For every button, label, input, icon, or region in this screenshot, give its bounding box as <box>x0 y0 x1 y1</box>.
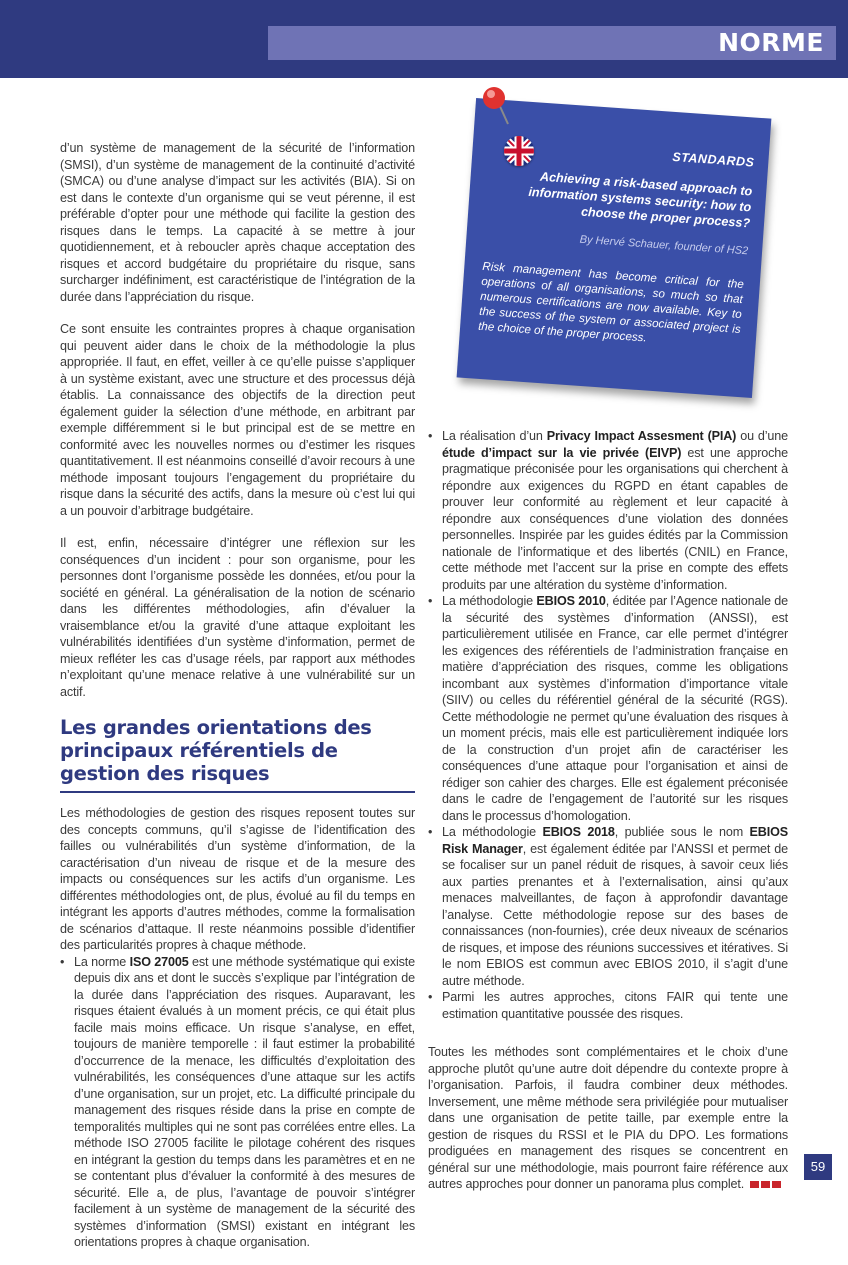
term-iso-27005: ISO 27005 <box>129 954 189 969</box>
bullet-icon: • <box>428 429 433 443</box>
right-column <box>428 428 788 1209</box>
section-strip <box>268 26 836 60</box>
heading-divider <box>60 791 415 793</box>
uk-flag-icon <box>504 136 534 166</box>
list-item: • La norme ISO 27005 est une méthode systématique qui existe depuis dix ans et dont le succès s’explique par l’intégration de la durée dans l’appréciation des risques. Auparavant, les risques étaient évalués à un moment précis, ce qui était plus facile mais moins efficace. Un risque s’analyse, en effet, toujours de manière temporelle : il faut estimer la probabilité d’occurrence de la menace, les difficultés d’exploitation des vulnérabilités, les conséquences d’une attaque sur les actifs d’une organisation, sur un projet, etc. La difficulté principale du management des risques réside dans la prise en compte de temporalités multiples qui ne sont pas corrélées entre elles. La méthode ISO 27005 facilite le pilotage cohérent des risques en intégrant la gestion du temps dans les paramètres et en ne se contentant plus d’évaluer la conformité à des mesures de sécurité. Elle a, de plus, l’avantage de pouvoir s’intégrer facilement à un système de management de la sécurité des systèmes d’information (SMSI) existant en intégrant les orientations propres à chaque organisation. <box>60 954 415 1249</box>
section-heading: Les grandes orientations des principaux référentiels de gestion des risques <box>60 716 372 785</box>
section-label: NORME <box>718 28 824 57</box>
list-item: • Parmi les autres approches, citons FAIR qui tente une estimation quantitative poussée des risques. <box>428 990 788 1021</box>
paragraph: d’un système de management de la sécurité de l’information (SMSI), d’un système de management de la continuité d’activité (SMCA) ou d’une analyse d’impact sur les activités (BIA). Si on est dans le contexte d’un organisme qui se veut pérenne, il est préférable d’opter pour une méthode qui facilite la gestion des risques dans le temps. La capacité à se mettre à jour quotidiennement, et à reboucler après chaque acceptation des risques et accord budgétaire du propriétaire du risque, sans surcharger indéfiniment, est caractéristique de l’intégration de la durée dans l’appréciation du risque. <box>60 141 415 304</box>
callout-tag: STANDARDS <box>671 149 755 170</box>
callout-title: Achieving a risk-based approach to information systems security: how to choose the proper process? <box>527 169 753 231</box>
list-item: • La réalisation d’un Privacy Impact Assesment (PIA) ou d’une étude d’impact sur la vie privée (EIVP) est une approche pragmatique préconisée pour les organisations qui cherchent à répondre aux exigences du RGPD en étant capables de prouver leur conformité au règlement et leur capacité à répondre aux conséquences d’une violation des données personnelles. Inspirée par les guides édités par la Commission nationale de l’informatique et des libertés (CNIL) en France, cette méthode met l’accent sur la prise en compte des effets produits par une altération du système d’information. <box>428 429 788 592</box>
paragraph: Ce sont ensuite les contraintes propres à chaque organisation qui peuvent aider dans le choix de la méthodologie la plus appropriée. Il faut, en effet, veiller à ce qu’elle puisse s’appliquer à un système existant, avec une structure et des processus déjà établis. La connaissance des objectifs de la direction peut également guider la sélection d’une méthode, en arbitrant par exemple différemment si le but principal est de se mettre en conformité avec les nouvelles normes ou d’estimer les risques quantitativement. Il est néanmoins conseillé d’avoir recours à une méthode imposant toujours l’engagement du propriétaire du risque dans la sécurité des actifs, dans la mesure où c’est lui qui a un pouvoir d’arbitrage budgétaire. <box>60 322 415 518</box>
paragraph: Il est, enfin, nécessaire d’intégrer une réflexion sur les conséquences d’un incident : pour son organisme, pour les personnes dont l’organisme possède les données, et/ou pour la société en général. La généralisation de la notion de scénario dans les différentes méthodologies, afin d’évaluer la vraisemblance et/ou la gravité d’une attaque exploitant les vulnérabilités identifiées d’un système d’information, permet de mieux refléter les cas d’usage réels, par rapport aux méthodes n’exploitant qu’une menace relative à une vulnérabilité sur un actif. <box>60 536 415 699</box>
bullet-icon: • <box>428 594 433 608</box>
bullet-list <box>60 954 415 1251</box>
bullet-list <box>428 428 788 1022</box>
list-item: • La méthodologie EBIOS 2018, publiée sous le nom EBIOS Risk Manager, est également éditée par l’ANSSI et permet de se focaliser sur un panel réduit de risques, à savoir ceux liés aux parties prenantes et à l’externalisation, ainsi qu’aux menaces malveillantes, de façon à approfondir davantage l’analyse. Cette méthodologie repose sur des bases de connaissances (non-fournies), crée deux niveaux de scénarios de risques, et impose des réunions successives et itératives. Si le nom EBIOS est commun avec EBIOS 2010, il s’agit d’une autre méthode. <box>428 825 789 988</box>
callout-body: Risk management has become critical for the operations of all organisations, so much so that numerous certifications are now available. Key to the success of the system or associated project is the choice of the proper process. <box>477 259 745 345</box>
bullet-icon: • <box>428 990 433 1004</box>
pushpin-icon <box>478 84 518 128</box>
paragraph: Les méthodologies de gestion des risques reposent toutes sur des concepts communs, qu’il s’agisse de l’identification des failles ou vulnérabilités d’un système d’information, de la caractérisation d’un niveau de risque et de la mesure des impacts ou conséquences sur les actifs d’un organisme. Les différentes méthodologies ont, de plus, évolué au fil du temps en intégrant les apports d’autres méthodes, comme la formalisation de scénarios d’attaque. Il reste néanmoins possible d’identifier des particularités propres à chaque méthode. <box>60 806 415 952</box>
page-number: 59 <box>804 1154 832 1180</box>
left-column <box>60 140 415 1265</box>
end-of-article-icon <box>750 1176 783 1193</box>
conclusion-paragraph: Toutes les méthodes sont complémentaires et le choix d’une approche plutôt qu’une autre doit dépendre du contexte propre à l’organisation. Parfois, il faudra combiner deux méthodes. Inversement, une même méthode sera privilégiée pour mutualiser dans une organisation de petite taille, par exemple entre la gestion de risques du RSSI et le PIA du DPO. Les formations prodiguées en management des risques se concentrent en général sur une méthodologie, mais pourront faire référence aux autres approches pour donner un panorama plus complet. <box>428 1045 788 1191</box>
bullet-icon: • <box>428 825 433 839</box>
callout-byline: By Hervé Schauer, founder of HS2 <box>579 233 749 258</box>
bullet-icon: • <box>60 954 65 969</box>
callout-card <box>457 98 772 398</box>
list-item: • La méthodologie EBIOS 2010, éditée par l’Agence nationale de la sécurité des systèmes d’information (ANSSI), est particulièrement utilisée en France, car elle permet d’intégrer les exigences des référentiels de l’administration française en matière d’appréciation des risques, comme les obligations incombant aux systèmes d’information d’importance vitale (SIIV) ou celles du référentiel général de la sécurité (RGS). Cette méthodologie ne permet qu’une évaluation des risques à un moment précis, mais elle est particulièrement indiquée lors de la construction d’un projet afin de caractériser les conséquences d’une attaque pour l’organisation et ainsi de rédiger son cahier des charges. Elle est également préconisée dans le cadre de l’engagement de l’autorité sur les risques dans le processus d’homologation. <box>428 594 788 823</box>
